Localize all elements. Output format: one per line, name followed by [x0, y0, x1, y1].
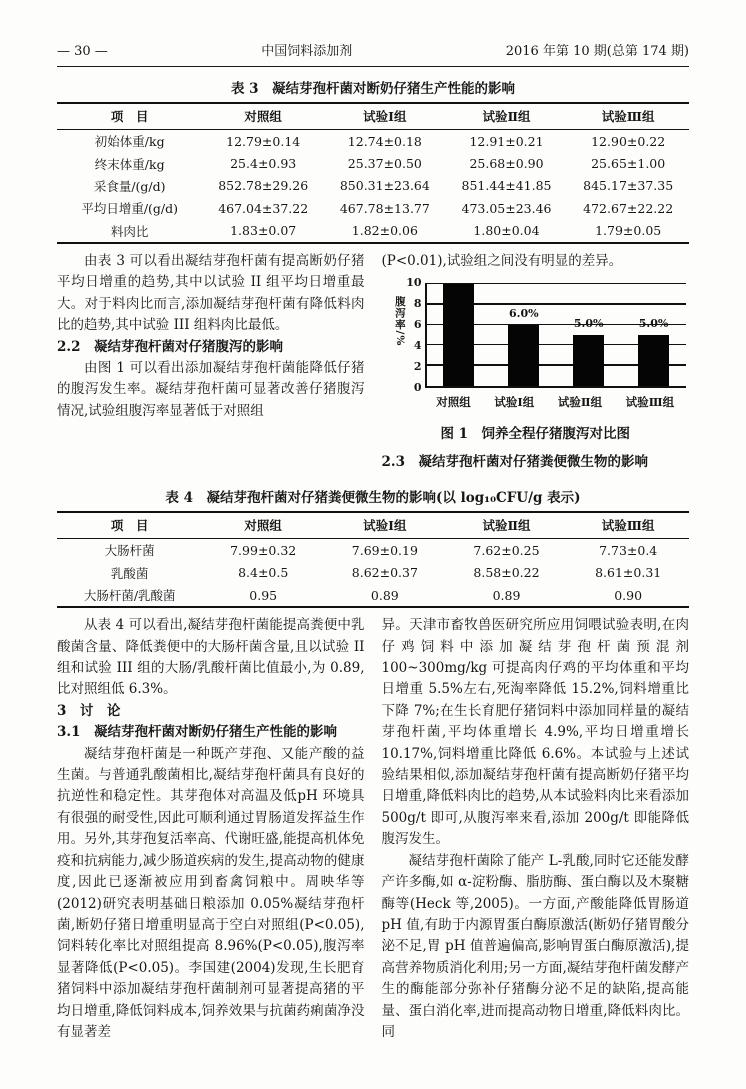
y-tick: 0 [413, 381, 422, 395]
column-header: 试验Ⅲ组 [567, 512, 689, 539]
column-header: 试验Ⅱ组 [446, 103, 568, 130]
table-row [57, 539, 689, 562]
cell-value: 7.99±0.32 [230, 542, 297, 558]
cell-value: 1.79±0.05 [595, 223, 662, 239]
table4-header-row [57, 512, 689, 539]
y-axis-label: 腹泻率/% [393, 296, 406, 347]
cell-value: 8.61±0.31 [595, 565, 662, 581]
cell-value: 7.69±0.19 [351, 542, 418, 558]
issue-info: 2016 年第 10 期(总第 174 期) [505, 44, 689, 59]
row-label: 平均日增重/(g/d) [81, 201, 179, 217]
row-label: 大肠杆菌 [104, 543, 155, 559]
cell-value: 25.68±0.90 [469, 156, 544, 172]
page-number: — 30 — [57, 44, 108, 59]
table-row [57, 197, 689, 219]
bar-trial-3 [638, 316, 669, 386]
figure1-caption: 图 1 饲养全程仔猪腹泻对比图 [440, 426, 631, 443]
left-column-1 [57, 251, 365, 473]
cell-value: 845.17±37.35 [583, 178, 674, 194]
cell-value: 8.62±0.37 [351, 565, 418, 581]
bar-value-label: 6.0% [509, 306, 539, 320]
right-column-2 [382, 615, 690, 1043]
table-row [57, 220, 689, 243]
cell-value: 1.83±0.07 [230, 223, 297, 239]
cell-value: 852.78±29.26 [218, 178, 309, 194]
cell-value: 25.4±0.93 [230, 156, 297, 172]
paragraph-2-2-continued: (P<0.01),试验组之间没有明显的差异。 [381, 252, 623, 269]
y-tick: 10 [406, 276, 422, 290]
cell-value: 1.82±0.06 [351, 223, 418, 239]
y-tick: 2 [413, 360, 422, 374]
columns-block-2 [57, 615, 689, 1043]
row-label: 料肉比 [110, 223, 149, 239]
cell-value: 850.31±23.64 [339, 178, 430, 194]
table3-header-row [57, 103, 689, 130]
section-heading-2-2: 2.2 凝结芽孢杆菌对仔猪腹泻的影响 [57, 338, 283, 355]
table-row [57, 175, 689, 197]
bar-trial-1 [508, 306, 539, 386]
section-heading-2-3: 2.3 凝结芽孢杆菌对仔猪粪便微生物的影响 [381, 453, 648, 470]
header-rule [57, 66, 689, 67]
x-tick-label: 试验Ⅰ组 [494, 394, 535, 409]
bar-value-label: 5.0% [573, 316, 604, 330]
cell-value: 473.05±23.46 [461, 200, 552, 216]
column-header: 对照组 [202, 103, 324, 130]
cell-value: 0.90 [614, 587, 643, 603]
cell-value: 467.04±37.22 [218, 200, 309, 216]
cell-value: 12.79±0.14 [226, 133, 301, 149]
paragraph-2-2: 由图 1 可以看出添加凝结芽孢杆菌能降低仔猪的腹泻发生率。凝结芽孢杆菌可显著改善仔猪腹泻情况,试验组腹泻率显著低于对照组 [57, 359, 365, 419]
cell-value: 8.58±0.22 [473, 565, 540, 581]
row-label: 终末体重/kg [94, 156, 165, 172]
table3 [57, 102, 689, 244]
x-tick-label: 试验Ⅲ组 [625, 394, 675, 409]
column-header: 试验Ⅰ组 [324, 103, 446, 130]
column-header: 项 目 [57, 103, 202, 130]
table4 [57, 511, 689, 608]
table-row [57, 130, 689, 153]
cell-value: 25.37±0.50 [347, 156, 422, 172]
column-header: 试验Ⅲ组 [567, 103, 689, 130]
table-row [57, 152, 689, 174]
table3-title: 表 3 凝结芽孢杆菌对断奶仔猪生产性能的影响 [230, 81, 516, 97]
bar-series [427, 284, 687, 386]
journal-title: 中国饲料添加剂 [261, 44, 353, 59]
cell-value: 8.4±0.5 [238, 565, 289, 581]
column-header: 试验Ⅰ组 [324, 512, 446, 539]
page-content [57, 40, 689, 1043]
row-label: 采食量/(g/d) [93, 178, 166, 194]
bar-value-label: 5.0% [638, 316, 669, 330]
cell-value: 25.65±1.00 [591, 156, 666, 172]
cell-value: 1.80±0.04 [473, 223, 540, 239]
table-row [57, 561, 689, 583]
section-heading-3-1: 3.1 凝结芽孢杆菌对断奶仔猪生产性能的影响 [57, 724, 337, 741]
column-header: 项 目 [57, 512, 202, 539]
x-tick-label: 对照组 [436, 394, 471, 409]
x-tick-label: 试验Ⅱ组 [557, 394, 603, 409]
table4-title: 表 4 凝结芽孢杆菌对仔猪粪便微生物的影响(以 log₁₀CFU/g 表示) [165, 490, 581, 507]
cell-value: 12.91±0.21 [469, 133, 544, 149]
y-tick: 6 [413, 318, 422, 332]
y-tick: 4 [413, 339, 422, 353]
section-heading-3: 3 讨 论 [57, 702, 121, 719]
columns-block-1 [57, 251, 689, 473]
bar-control-group [443, 284, 474, 386]
column-header: 试验Ⅱ组 [446, 512, 568, 539]
cell-value: 0.95 [249, 587, 278, 603]
row-label: 乳酸菌 [110, 565, 149, 581]
row-label: 初始体重/kg [94, 134, 165, 150]
paragraph-3-1: 凝结芽孢杆菌是一种既产芽孢、又能产酸的益生菌。与普通乳酸菌相比,凝结芽孢杆菌具有良好的抗逆性和稳定性。其芽孢体对高温及低pH 环境具有很强的耐受性,因此可顺利通过胃肠道发挥益生作用。另外,其芽孢复活率高、代谢旺盛,能提高机体免疫和抗病能力,减少肠道疾病的发生,提高动物的健康度,因此已逐渐被应用到畜禽饲粮中。周映华等(2012)研究表明基础日粮添加 0.05%凝结芽孢杆菌,断奶仔猪日增重明显高于空白对照组(P<0.05),饲料转化率比对照组提高 8.96%(P<0.05),腹泻率显著降低(P<0.05)。李国建(2004)发现,生长肥育猪饲料中添加凝结芽孢杆菌制剂可显著提高猪的平均日增重,降低饲料成本,饲养效果与抗菌药痢菌净没有显著差 [57, 745, 365, 1040]
x-axis-labels [425, 391, 687, 413]
cell-value: 472.67±22.22 [583, 200, 674, 216]
plot-area [425, 283, 687, 388]
right-column-1 [382, 251, 690, 473]
cell-value: 7.62±0.25 [473, 542, 540, 558]
paragraph-discussion-2: 凝结芽孢杆菌除了能产 L-乳酸,同时它还能发酵产许多酶,如 α-淀粉酶、脂肪酶、蛋白酶以及木聚糖酶等(Heck 等,2005)。一方面,产酸能降低胃肠道 pH 值,有助于内源胃蛋白酶原激活(断奶仔猪胃酸分泌不足,胃 pH 值普遍偏高,影响胃蛋白酶原激活),提高营养物质消化利用;另一方面,凝结芽孢杆菌发酵产生的酶能部分弥补仔猪酶分泌不足的缺陷,提高能量、蛋白消化率,进而提高动物日增重,降低料肉比。同 [381, 852, 689, 1040]
cell-value: 7.73±0.4 [599, 542, 658, 558]
cell-value: 12.74±0.18 [347, 133, 422, 149]
left-column-2 [57, 615, 365, 1043]
bar-trial-2 [573, 316, 604, 386]
cell-value: 467.78±13.77 [339, 200, 430, 216]
paragraph-2-1: 由表 3 可以看出凝结芽孢杆菌有提高断奶仔猪平均日增重的趋势,其中以试验 II 组平均日增重最大。对于料肉比而言,添加凝结芽孢杆菌有降低料肉比的趋势,其中试验 III 组料肉比最低。 [57, 252, 365, 334]
cell-value: 12.90±0.22 [591, 133, 666, 149]
cell-value: 851.44±41.85 [461, 178, 552, 194]
column-header: 对照组 [202, 512, 324, 539]
cell-value: 0.89 [370, 587, 399, 603]
table-row [57, 584, 689, 607]
page-header [57, 40, 689, 59]
figure1-bar-chart [388, 276, 690, 416]
cell-value: 0.89 [492, 587, 521, 603]
paragraph-3-1-continued: 异。天津市畜牧兽医研究所应用饲喂试验表明,在肉仔鸡饲料中添加凝结芽孢杆菌预混剂 100~300mg/kg 可提高肉仔鸡的平均体重和平均日增重 5.5%左右,死淘率降低 15.2%,饲料增重比下降 7%;在生长育肥仔猪饲料中添加同样量的凝结芽孢杆菌,平均体重增长 4.9%,平均日增重增长 10.17%,饲料增重比降低 6.6%。本试验与上述试验结果相似,添加凝结芽孢杆菌有提高断奶仔猪平均日增重,降低料肉比的趋势,从本试验料肉比来看添加 500g/t 即可,从腹泻率来看,添加 200g/t 即能降低腹泻发生。 [381, 617, 689, 848]
row-label: 大肠杆菌/乳酸菌 [83, 588, 176, 604]
paragraph-table4-analysis: 从表 4 可以看出,凝结芽孢杆菌能提高粪便中乳酸菌含量、降低粪便中的大肠杆菌含量,且以试验 II 组和试验 III 组的大肠/乳酸杆菌比值最小,为 0.89,比对照组低 6.3%。 [57, 617, 365, 698]
y-tick: 8 [413, 297, 422, 311]
